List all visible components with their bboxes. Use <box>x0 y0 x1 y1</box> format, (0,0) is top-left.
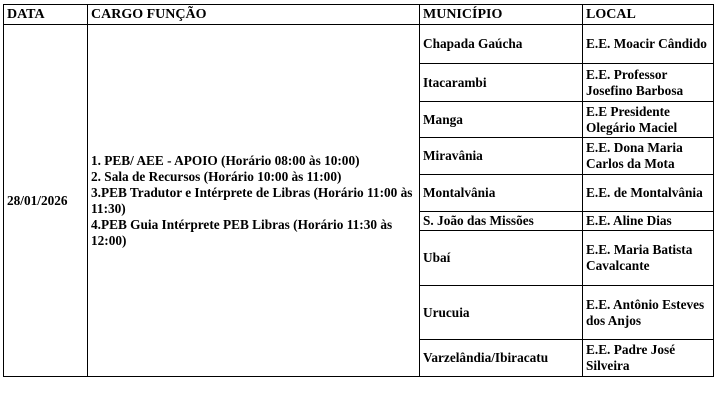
header-location: LOCAL <box>583 5 714 25</box>
header-municipality: MUNICÍPIO <box>420 5 583 25</box>
role-cell <box>88 25 420 377</box>
location-cell: E.E. Antônio Esteves dos Anjos <box>583 286 714 340</box>
location-cell: E.E. Maria Batista Cavalcante <box>583 231 714 286</box>
role-item-4: 4.PEB Guia Intérprete PEB Libras (Horário 11:30 às 12:00) <box>91 216 393 248</box>
location-cell: E.E Presidente Olegário Maciel <box>583 102 714 138</box>
municipality-cell: Itacarambi <box>420 64 583 102</box>
municipality-cell: Montalvânia <box>420 175 583 212</box>
municipality-cell: Ubaí <box>420 231 583 286</box>
header-date: DATA <box>4 5 88 25</box>
header-role: CARGO FUNÇÃO <box>88 5 420 25</box>
table-row <box>4 25 714 64</box>
municipality-cell: Varzelândia/Ibiracatu <box>420 340 583 377</box>
role-item-2: 2. Sala de Recursos (Horário 10:00 às 11:00) <box>91 168 342 184</box>
municipality-cell: Chapada Gaúcha <box>420 25 583 64</box>
location-cell: E.E. Moacir Cândido <box>583 25 714 64</box>
role-item-1: 1. PEB/ AEE - APOIO (Horário 08:00 às 10:00) <box>91 152 360 168</box>
municipality-cell: Miravânia <box>420 138 583 175</box>
date-cell: 28/01/2026 <box>4 25 88 377</box>
role-item-3: 3.PEB Tradutor e Intérprete de Libras (Horário 11:00 às 11:30) <box>91 184 413 216</box>
location-cell: E.E. Professor Josefino Barbosa <box>583 64 714 102</box>
schedule-table <box>3 4 714 377</box>
location-cell: E.E. Padre José Silveira <box>583 340 714 377</box>
location-cell: E.E. de Montalvânia <box>583 175 714 212</box>
municipality-cell: Manga <box>420 102 583 138</box>
header-row <box>4 5 714 25</box>
location-cell: E.E. Aline Dias <box>583 212 714 231</box>
municipality-cell: Urucuia <box>420 286 583 340</box>
location-cell: E.E. Dona Maria Carlos da Mota <box>583 138 714 175</box>
municipality-cell: S. João das Missões <box>420 212 583 231</box>
